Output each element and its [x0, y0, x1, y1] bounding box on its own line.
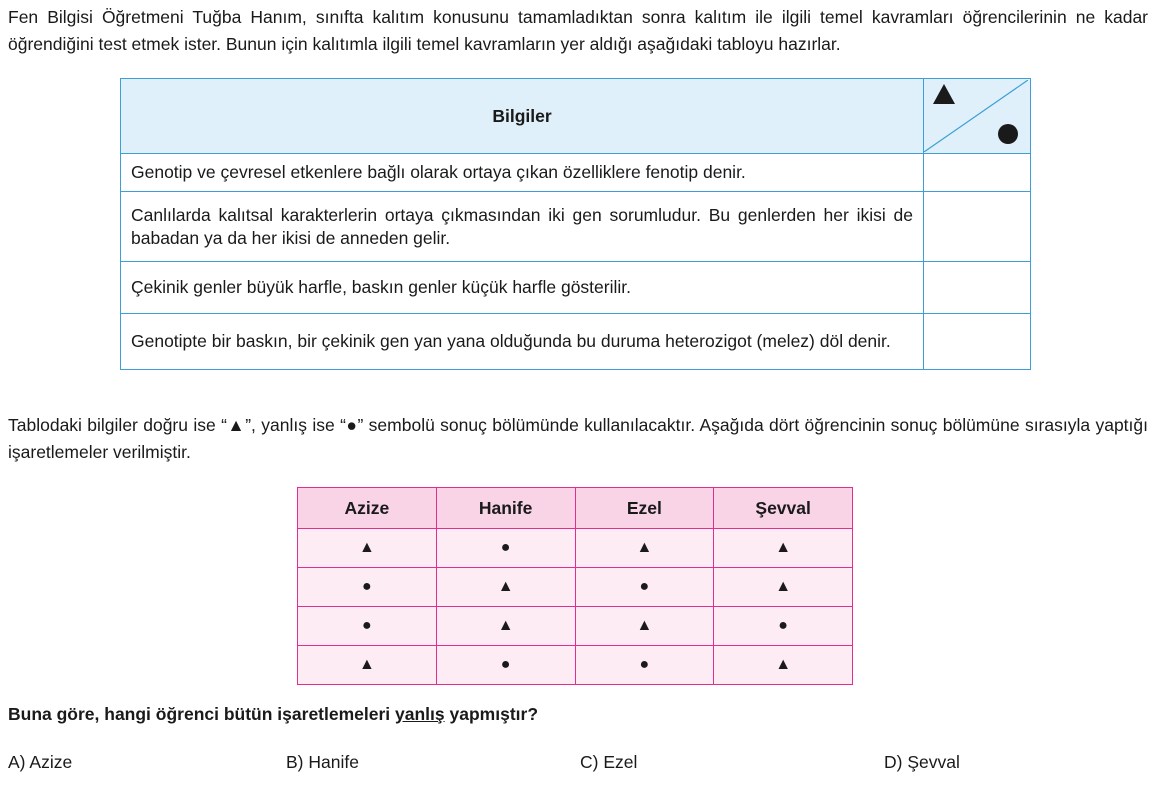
mark-cell: ▲	[298, 646, 437, 685]
triangle-icon	[933, 84, 955, 104]
student-row	[298, 568, 853, 607]
student-table	[297, 487, 853, 685]
result-cell	[924, 154, 1031, 192]
info-row	[121, 262, 1031, 314]
info-row	[121, 154, 1031, 192]
option-c[interactable]: C) Ezel	[580, 752, 638, 772]
option-b[interactable]: B) Hanife	[286, 752, 359, 772]
mark-cell: ▲	[714, 646, 853, 685]
mark-cell: ▲	[436, 607, 575, 646]
student-row	[298, 646, 853, 685]
info-table	[120, 78, 1031, 370]
student-name-hanife: Hanife	[436, 488, 575, 529]
mark-cell: ●	[575, 646, 714, 685]
mark-cell: ●	[575, 568, 714, 607]
mark-cell: ▲	[575, 529, 714, 568]
mark-cell: ▲	[575, 607, 714, 646]
option-a[interactable]: A) Azize	[8, 752, 73, 772]
question-part: yapmıştır?	[444, 704, 539, 724]
mark-cell: ▲	[436, 568, 575, 607]
info-statement: Genotipte bir baskın, bir çekinik gen yan yana olduğunda bu duruma heterozigot (melez) döl denir.	[121, 314, 924, 370]
info-row	[121, 192, 1031, 262]
student-header-row	[298, 488, 853, 529]
question-text	[8, 704, 538, 725]
info-row	[121, 314, 1031, 370]
info-table-header: Bilgiler	[121, 79, 924, 154]
mark-cell: ●	[298, 568, 437, 607]
mark-cell: ●	[714, 607, 853, 646]
mark-cell: ●	[436, 529, 575, 568]
mark-cell: ▲	[298, 529, 437, 568]
circle-icon	[998, 124, 1018, 144]
result-cell	[924, 262, 1031, 314]
question-part: Buna göre, hangi öğrenci bütün işaretlemeleri	[8, 704, 396, 724]
info-statement: Çekinik genler büyük harfle, baskın genler küçük harfle gösterilir.	[121, 262, 924, 314]
mark-cell: ●	[298, 607, 437, 646]
rule-paragraph: Tablodaki bilgiler doğru ise “▲”, yanlış ise “●” sembolü sonuç bölümünde kullanılacaktır. Aşağıda dört öğrencinin sonuç bölümüne sırasıyla yaptığı işaretlemeler verilmiştir.	[8, 415, 1148, 462]
mark-cell: ▲	[714, 568, 853, 607]
corner-cell	[924, 79, 1031, 154]
info-statement: Genotip ve çevresel etkenlere bağlı olarak ortaya çıkan özelliklere fenotip denir.	[121, 154, 924, 192]
option-d[interactable]: D) Şevval	[884, 752, 960, 772]
student-row	[298, 607, 853, 646]
question-underlined-word: yanlış	[395, 704, 445, 724]
result-cell	[924, 192, 1031, 262]
student-name-ezel: Ezel	[575, 488, 714, 529]
intro-paragraph: Fen Bilgisi Öğretmeni Tuğba Hanım, sınıfta kalıtım konusunu tamamladıktan sonra kalıtım ile ilgili temel kavramları öğrencilerinin ne kadar öğrendiğini test etmek ister. Bunun için kalıtımla ilgili temel kavramların yer aldığı aşağıdaki tabloyu hazırlar.	[8, 7, 1148, 54]
info-statement: Canlılarda kalıtsal karakterlerin ortaya çıkmasından iki gen sorumludur. Bu genlerden her ikisi de babadan ya da her ikisi de anneden gelir.	[121, 192, 924, 262]
mark-cell: ▲	[714, 529, 853, 568]
student-row	[298, 529, 853, 568]
result-cell	[924, 314, 1031, 370]
mark-cell: ●	[436, 646, 575, 685]
student-name-azize: Azize	[298, 488, 437, 529]
student-name-sevval: Şevval	[714, 488, 853, 529]
